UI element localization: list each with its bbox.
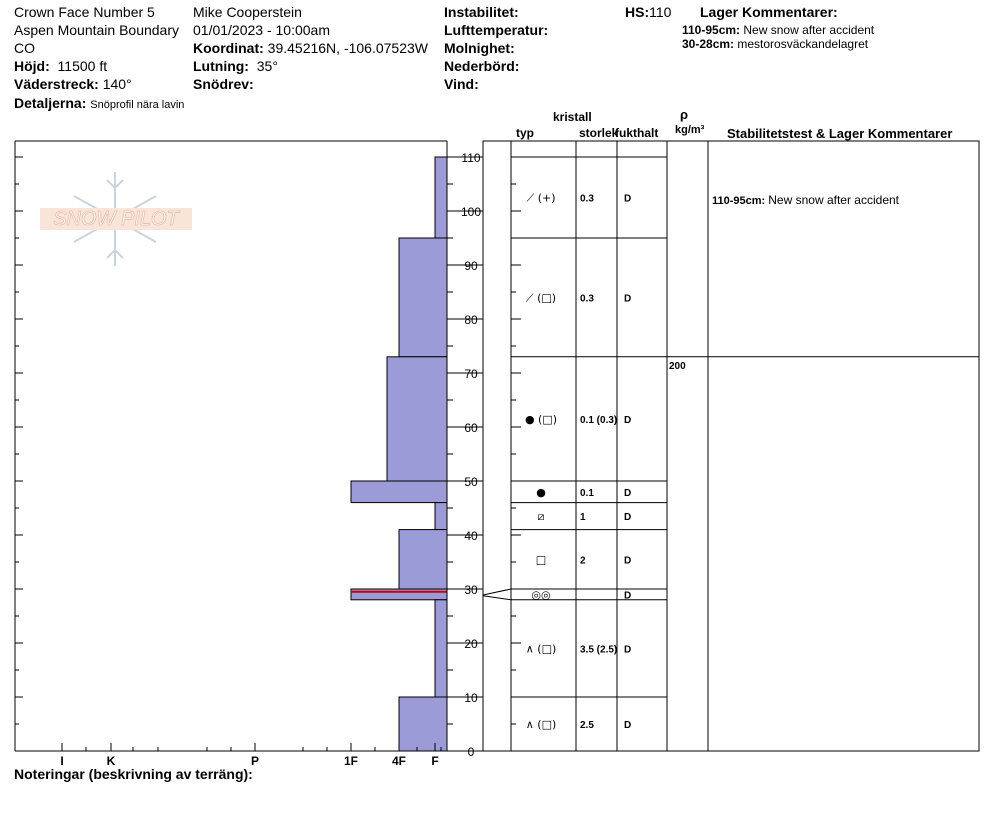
density-unit-header: kg/m³ bbox=[675, 124, 705, 136]
profile-title: Crown Face Number 5 bbox=[14, 4, 155, 20]
grain-size: 1 bbox=[580, 512, 586, 524]
grain-symbol: ∧ (□) bbox=[525, 718, 557, 731]
snow-height: HS:110 bbox=[625, 4, 672, 20]
drift: Snödrev: bbox=[193, 76, 254, 92]
type-header: typ bbox=[516, 126, 534, 140]
crystal-header: kristall bbox=[553, 110, 592, 124]
hardness-bar bbox=[399, 697, 447, 751]
depth-tick-label: 100 bbox=[460, 205, 482, 219]
moisture-header: fukthalt bbox=[615, 126, 659, 140]
details: Detaljerna: Snöprofil nära lavin bbox=[14, 95, 185, 111]
hardness-bar bbox=[435, 600, 447, 697]
stability-comment: 110-95cm: New snow after accident bbox=[712, 193, 899, 208]
hardness-tick-label: P bbox=[250, 754, 260, 768]
size-header: storlek bbox=[579, 126, 619, 140]
moisture: D bbox=[624, 293, 632, 305]
grain-size: 0.3 bbox=[580, 293, 594, 305]
aspect: Väderstreck: 140° bbox=[14, 76, 132, 92]
hardness-bar bbox=[435, 157, 447, 238]
grain-symbol: ∧ (□) bbox=[525, 642, 557, 656]
moisture: D bbox=[624, 720, 632, 731]
grain-size: 3.5 (2.5) bbox=[580, 644, 618, 656]
snowpilot-logo bbox=[40, 172, 192, 266]
precipitation: Nederbörd: bbox=[444, 58, 520, 74]
grain-size: 2.5 bbox=[580, 720, 594, 731]
grain-symbol: ◎◎ bbox=[531, 588, 551, 602]
grain-symbol: ● (□) bbox=[524, 412, 558, 426]
logo-text: SNOW PILOT bbox=[53, 208, 179, 230]
depth-tick-label: 30 bbox=[464, 583, 478, 597]
observer: Mike Cooperstein bbox=[193, 4, 302, 20]
elevation: Höjd: 11500 ft bbox=[14, 58, 108, 74]
coordinates: Koordinat: 39.45216N, -106.07523W bbox=[193, 40, 428, 56]
depth-tick-label: 70 bbox=[464, 367, 478, 381]
datetime: 01/01/2023 - 10:00am bbox=[193, 22, 330, 38]
depth-tick-label: 0 bbox=[467, 745, 475, 759]
moisture: D bbox=[624, 555, 632, 567]
moisture: D bbox=[624, 590, 632, 602]
depth-tick-label: 110 bbox=[461, 151, 481, 165]
moisture: D bbox=[624, 193, 632, 205]
grain-size: 0.3 bbox=[580, 193, 594, 205]
moisture: D bbox=[624, 414, 632, 426]
depth-tick-label: 90 bbox=[464, 259, 478, 273]
layer-comment-2: 30-28cm: mestorosväckandelagret bbox=[682, 37, 869, 51]
connector-line bbox=[483, 589, 511, 595]
layer-comment-1: 110-95cm: New snow after accident bbox=[682, 23, 875, 37]
moisture: D bbox=[624, 644, 632, 656]
density-value: 200 bbox=[669, 360, 686, 372]
moisture: D bbox=[624, 512, 632, 524]
state: CO bbox=[14, 40, 35, 56]
slope: Lutning: 35° bbox=[193, 58, 278, 74]
grain-symbol: □ bbox=[535, 553, 547, 567]
depth-tick-label: 10 bbox=[464, 691, 478, 705]
depth-tick-label: 50 bbox=[464, 475, 478, 489]
hardness-bar bbox=[387, 357, 447, 481]
hardness-tick-label: I bbox=[60, 754, 64, 768]
hardness-tick-label: 4F bbox=[391, 754, 407, 768]
hardness-bar bbox=[351, 481, 447, 503]
hardness-tick-label: 1F bbox=[343, 754, 359, 768]
instability: Instabilitet: bbox=[444, 4, 519, 20]
depth-tick-label: 20 bbox=[464, 637, 478, 651]
cloud-cover: Molnighet: bbox=[444, 40, 515, 56]
hardness-bar bbox=[351, 589, 447, 600]
wind: Vind: bbox=[444, 76, 479, 92]
depth-tick-label: 80 bbox=[464, 313, 478, 327]
table-frame bbox=[483, 141, 979, 751]
grain-size: 0.1 bbox=[580, 487, 594, 499]
hardness-bar bbox=[399, 238, 447, 357]
hardness-tick-label: F bbox=[431, 754, 439, 768]
grain-symbol: ⧄ bbox=[537, 510, 545, 524]
grain-symbol: ⟋ (□) bbox=[525, 291, 557, 305]
hardness-bar bbox=[399, 530, 447, 589]
depth-tick-label: 60 bbox=[464, 421, 478, 435]
grain-size: 2 bbox=[580, 555, 586, 567]
stability-header: Stabilitetstest & Lager Kommentarer bbox=[727, 126, 953, 141]
hardness-tick-label: K bbox=[106, 754, 116, 768]
moisture: D bbox=[624, 487, 632, 499]
hardness-bar bbox=[435, 503, 447, 530]
grain-size: 0.1 (0.3) bbox=[580, 414, 618, 426]
location: Aspen Mountain Boundary bbox=[14, 22, 179, 38]
notes-label: Noteringar (beskrivning av terräng): bbox=[14, 766, 253, 782]
air-temperature: Lufttemperatur: bbox=[444, 22, 549, 38]
grain-table bbox=[483, 141, 979, 751]
connector-line bbox=[483, 596, 511, 600]
grain-symbol: ⟋ (+) bbox=[526, 191, 556, 205]
rho-header: ρ bbox=[680, 107, 689, 122]
depth-tick-label: 40 bbox=[464, 529, 478, 543]
grain-symbol: ● bbox=[536, 485, 546, 499]
layer-comments-title: Lager Kommentarer: bbox=[700, 4, 838, 20]
